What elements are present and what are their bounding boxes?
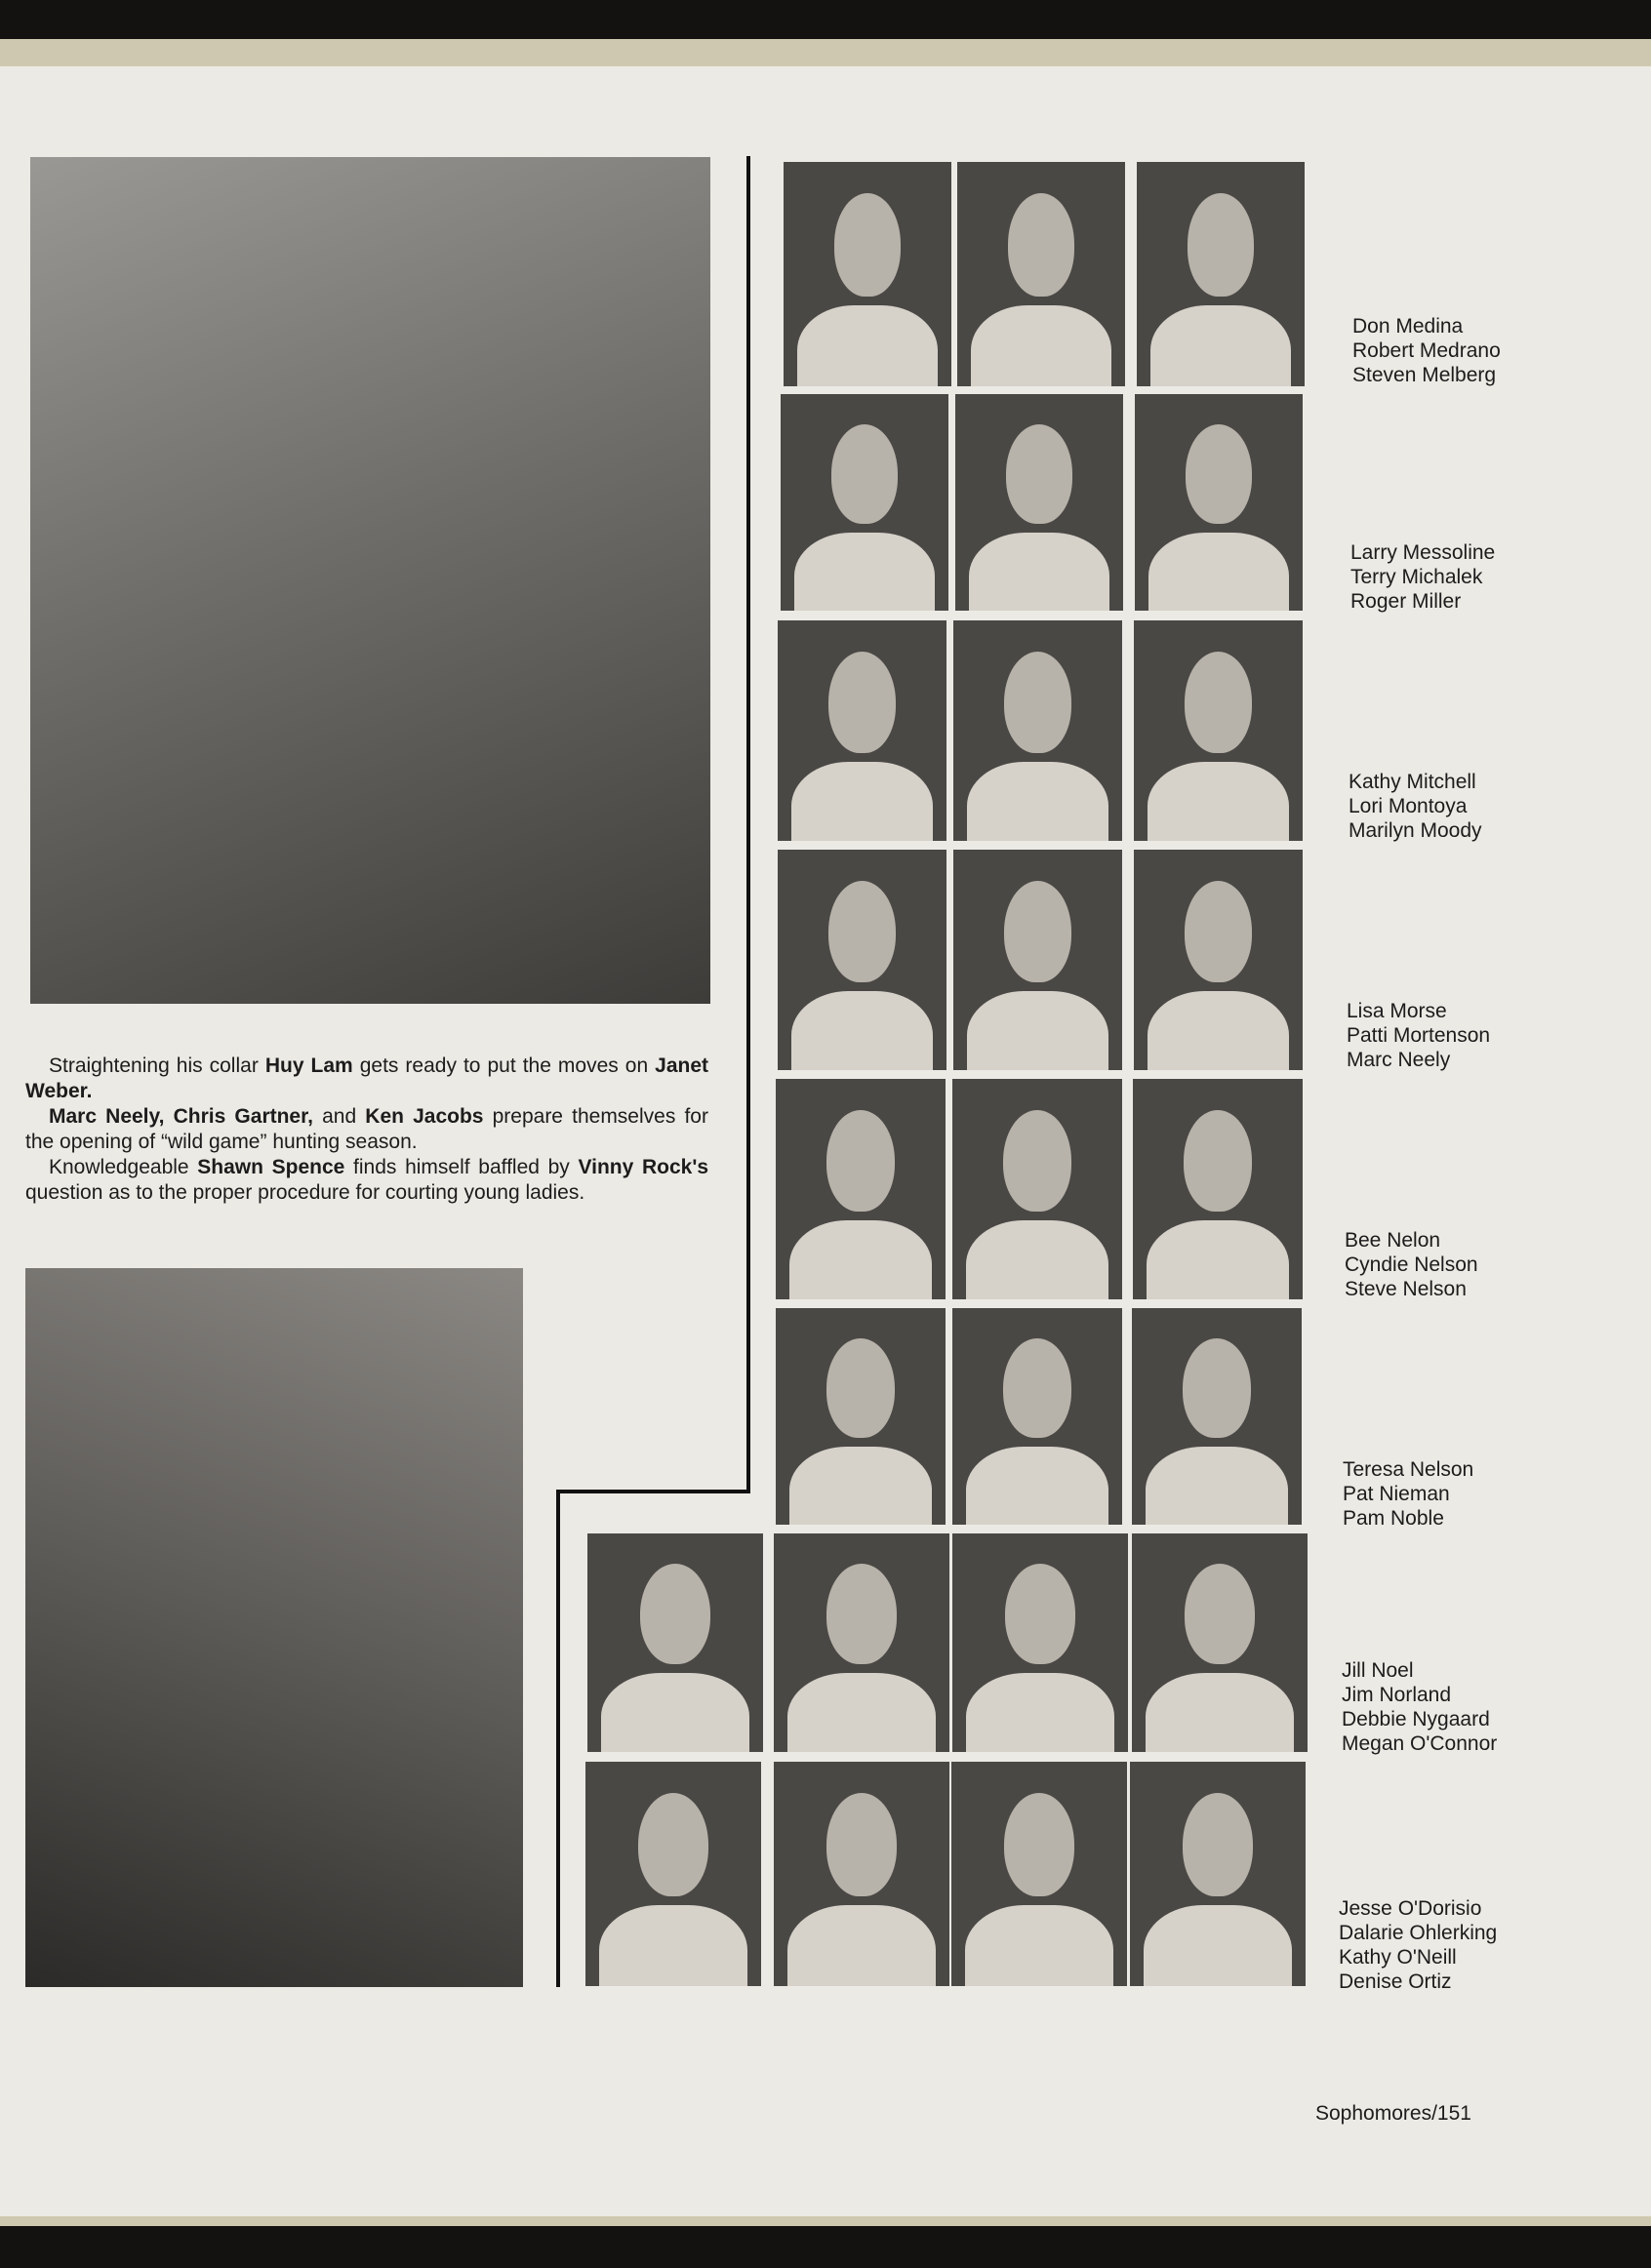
divider-rule-horizontal — [556, 1490, 750, 1493]
student-name: Lisa Morse — [1347, 1000, 1447, 1022]
student-portrait — [1130, 1762, 1306, 1986]
portrait-shoulders — [966, 1673, 1113, 1752]
portrait-shoulders — [789, 1447, 932, 1525]
portrait-head — [1188, 193, 1255, 297]
portrait-shoulders — [787, 1905, 935, 1986]
student-portrait — [1133, 1079, 1303, 1299]
portrait-shoulders — [601, 1673, 748, 1752]
portrait-shoulders — [791, 991, 933, 1070]
portrait-shoulders — [1147, 1220, 1289, 1299]
portrait-head — [1003, 1338, 1071, 1438]
student-portrait — [1134, 620, 1303, 841]
portrait-head — [834, 193, 902, 297]
portrait-head — [831, 424, 899, 524]
portrait-head — [1006, 424, 1073, 524]
student-name: Marc Neely — [1347, 1049, 1451, 1071]
portrait-shoulders — [1148, 533, 1289, 611]
portrait-head — [1005, 1564, 1075, 1664]
caption-name: Shawn Spence — [197, 1156, 345, 1178]
portrait-shoulders — [1146, 1447, 1288, 1525]
caption-name: Huy Lam — [264, 1054, 353, 1077]
student-name: Dalarie Ohlerking — [1339, 1922, 1498, 1944]
student-portrait — [776, 1079, 946, 1299]
caption-name: Marc Neely, Chris Gartner, — [49, 1105, 313, 1128]
student-portrait — [952, 1308, 1122, 1525]
student-name: Roger Miller — [1350, 590, 1462, 613]
portrait-head — [1184, 1110, 1252, 1212]
portrait-head — [638, 1793, 708, 1896]
portrait-shoulders — [1144, 1905, 1291, 1986]
portrait-shoulders — [791, 762, 933, 841]
student-portrait — [587, 1533, 763, 1752]
portrait-shoulders — [967, 762, 1108, 841]
caption-name: Vinny Rock's — [578, 1156, 709, 1178]
student-portrait — [778, 850, 946, 1070]
portrait-shoulders — [1148, 762, 1289, 841]
student-name: Pat Nieman — [1343, 1483, 1450, 1505]
caption-text: and — [312, 1105, 366, 1128]
portrait-shoulders — [965, 1905, 1112, 1986]
portrait-head — [1183, 1338, 1251, 1438]
student-portrait — [952, 1079, 1122, 1299]
student-name: Teresa Nelson — [1343, 1458, 1474, 1481]
portrait-shoulders — [966, 1220, 1108, 1299]
student-portrait — [776, 1308, 946, 1525]
portrait-head — [1185, 652, 1252, 753]
portrait-shoulders — [599, 1905, 746, 1986]
portrait-head — [826, 1338, 895, 1438]
caption-2 — [25, 1104, 708, 1155]
student-portrait — [1137, 162, 1305, 386]
portrait-head — [826, 1564, 897, 1664]
page-edge-top — [0, 39, 1651, 66]
name-list — [1342, 1658, 1497, 1756]
student-portrait — [774, 1533, 949, 1752]
caption-name: Janet Weber. — [25, 1054, 708, 1102]
divider-rule-vertical-bottom — [556, 1490, 560, 1987]
portrait-head — [1004, 881, 1071, 982]
portrait-shoulders — [794, 533, 935, 611]
student-portrait — [953, 620, 1122, 841]
name-list — [1349, 770, 1482, 843]
name-list — [1350, 540, 1495, 614]
student-portrait — [952, 1533, 1128, 1752]
portrait-head — [640, 1564, 710, 1664]
student-name: Denise Ortiz — [1339, 1970, 1452, 1993]
student-portrait — [1135, 394, 1303, 611]
caption-text: prepare themselves for the opening of “wild game” hunting season. — [25, 1105, 708, 1153]
student-portrait — [1132, 1308, 1302, 1525]
caption-name: Ken Jacobs — [365, 1105, 484, 1128]
portrait-head — [1186, 424, 1253, 524]
student-name: Jesse O'Dorisio — [1339, 1897, 1482, 1920]
candid-photo-hallway — [30, 157, 710, 1004]
student-name: Jill Noel — [1342, 1659, 1414, 1682]
student-name: Jim Norland — [1342, 1684, 1452, 1706]
portrait-shoulders — [969, 533, 1109, 611]
student-name: Cyndie Nelson — [1345, 1253, 1478, 1276]
student-name: Don Medina — [1352, 315, 1464, 338]
photo-captions — [25, 1054, 708, 1206]
student-name: Lori Montoya — [1349, 795, 1468, 817]
portrait-head — [1183, 1793, 1253, 1896]
divider-rule-vertical-top — [746, 156, 750, 1492]
candid-photo-classroom — [25, 1268, 523, 1987]
portrait-head — [1003, 1110, 1071, 1212]
student-name: Patti Mortenson — [1347, 1024, 1491, 1047]
student-portrait — [957, 162, 1125, 386]
name-list — [1352, 314, 1501, 387]
student-portrait — [774, 1762, 949, 1986]
name-list — [1343, 1457, 1473, 1531]
page-edge-bottom — [0, 2216, 1651, 2226]
portrait-shoulders — [971, 305, 1111, 386]
portrait-head — [828, 652, 896, 753]
student-portrait — [778, 620, 946, 841]
student-name: Marilyn Moody — [1349, 819, 1482, 842]
page-folio: Sophomores/151 — [1315, 2102, 1471, 2125]
caption-text: Knowledgeable — [49, 1156, 198, 1178]
student-portrait — [951, 1762, 1127, 1986]
student-name: Megan O'Connor — [1342, 1732, 1498, 1755]
name-list — [1339, 1896, 1497, 1994]
student-name: Kathy O'Neill — [1339, 1946, 1457, 1969]
portrait-shoulders — [797, 305, 938, 386]
caption-3 — [25, 1155, 708, 1206]
caption-text: gets ready to put the moves on — [352, 1054, 656, 1077]
portrait-shoulders — [967, 991, 1108, 1070]
student-name: Larry Messoline — [1350, 541, 1496, 564]
student-name: Steven Melberg — [1352, 364, 1497, 386]
portrait-shoulders — [787, 1673, 935, 1752]
portrait-head — [1004, 1793, 1074, 1896]
portrait-shoulders — [966, 1447, 1108, 1525]
portrait-head — [1185, 881, 1252, 982]
student-portrait — [781, 394, 948, 611]
student-portrait — [955, 394, 1123, 611]
portrait-shoulders — [789, 1220, 932, 1299]
portrait-head — [826, 1110, 895, 1212]
portrait-head — [1004, 652, 1071, 753]
student-portrait — [585, 1762, 761, 1986]
student-portrait — [1132, 1533, 1308, 1752]
portrait-shoulders — [1148, 991, 1289, 1070]
student-name: Steve Nelson — [1345, 1278, 1467, 1300]
caption-text: question as to the proper procedure for courting young ladies. — [25, 1181, 585, 1204]
student-name: Kathy Mitchell — [1349, 771, 1476, 793]
portrait-head — [1008, 193, 1075, 297]
caption-text: Straightening his collar — [49, 1054, 265, 1077]
student-portrait — [784, 162, 951, 386]
student-name: Robert Medrano — [1352, 339, 1501, 362]
caption-text: finds himself baffled by — [344, 1156, 579, 1178]
name-list — [1345, 1228, 1478, 1301]
portrait-head — [826, 1793, 897, 1896]
caption-1 — [25, 1054, 708, 1104]
student-portrait — [1134, 850, 1303, 1070]
portrait-head — [1185, 1564, 1255, 1664]
student-portrait — [953, 850, 1122, 1070]
portrait-shoulders — [1146, 1673, 1293, 1752]
portrait-head — [828, 881, 896, 982]
student-name: Terry Michalek — [1350, 566, 1483, 588]
student-name: Pam Noble — [1343, 1507, 1444, 1530]
student-name: Bee Nelon — [1345, 1229, 1441, 1252]
student-name: Debbie Nygaard — [1342, 1708, 1490, 1731]
name-list — [1347, 999, 1490, 1072]
portrait-shoulders — [1150, 305, 1291, 386]
